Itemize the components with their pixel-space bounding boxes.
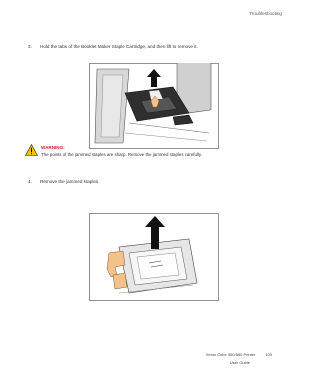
guide-name: User Guide [229,360,250,365]
step-3 [28,44,198,49]
staple-cartridge-illustration [89,63,219,149]
product-name: Xerox Color 550/560 Printer [205,352,256,357]
jammed-staples-illustration [89,213,219,299]
warning-triangle-icon [25,144,38,156]
page-number: 109 [265,352,272,357]
warning-title: WARNING: [41,145,65,150]
step-text: Hold the tabs of the Booklet Maker Staple Cartridge, and then lift to remove it. [40,44,198,49]
warning-text: The points of the jammed staples are sharp. Remove the jammed staples carefully. [41,152,202,157]
step-number: 3. [28,44,32,49]
page-header-section: Troubleshooting [249,11,282,16]
step-text: Remove the jammed staples. [40,179,100,184]
page-footer [206,352,272,365]
step-4 [28,179,100,184]
step-number: 4. [28,179,32,184]
